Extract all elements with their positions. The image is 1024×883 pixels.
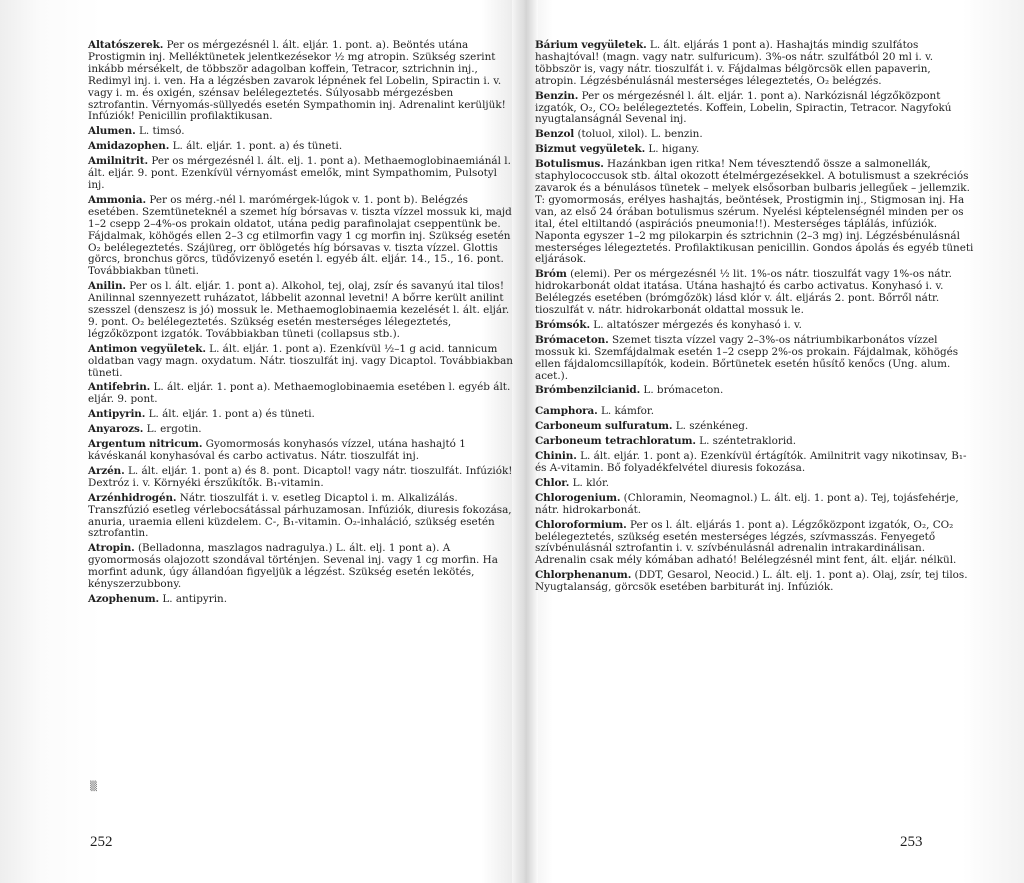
entry-headword: Amidazophen.	[88, 140, 170, 153]
entry-text: L. ált. eljár. 1. pont a). Ezenkívül ½–1 g acid. tannicum oldatban vagy magn. oxydatum. Nátr. tioszulfát inj. vagy Dicaptol. Továbbiakban tüneti.	[88, 342, 513, 379]
dictionary-entry	[88, 409, 514, 421]
dictionary-entry	[535, 493, 975, 517]
entry-headword: Botulismus.	[535, 158, 604, 171]
dictionary-entry	[88, 594, 514, 606]
entry-headword: Chinin.	[535, 450, 577, 463]
entry-headword: Altatószerek.	[88, 39, 164, 51]
dictionary-entry	[88, 126, 514, 138]
entry-text: L. kámfor.	[600, 405, 655, 418]
entry-text: L. klór.	[572, 476, 610, 489]
entry-headword: Antifebrin.	[88, 381, 151, 394]
dictionary-entry	[535, 91, 975, 127]
entry-text: L. ált. eljár. 1. pont a) és 8. pont. Dicaptol! vagy nátr. tioszulfát. Infúziók! Dextróz i. v. Környéki érszűkítők. B₁-vitamin.	[88, 464, 513, 489]
entry-text: L. ált. eljárás 1 pont a). Hashajtás mindig szulfátos hashajtóval! (magn. vagy natr. sulfuricum). 3%-os nátr. szulfátból 20 ml i. v. többször is, vagy nátr. tioszulfát i. v. Fájdalmas bélgörcsök ellen papaverin, atropin. Légzésbénulásnál mesterséges lélegeztetés, O₂ belégzés.	[535, 39, 934, 87]
entry-text: L. antipyrin.	[162, 592, 228, 605]
entry-text: Per os mérg.-nél l. marómérgek-lúgok v. 1. pont b). Belégzés esetében. Szemtüneteknél a szemet híg bórsavas v. tiszta vízzel mossuk ki, majd 1–2 csepp 2–4%-os prokain oldatot, utána pedig parafinolajat cseppentünk be. Fájdalmak, köhögés ellen 2–3 cg etilmorfin vagy 1 cg morfin inj. Szükség esetén O₂ belélegeztetés. Szájüreg, orr öblögetés híg bórsavas v. tiszta vízzel. Glottis görcs, bronchus görcs, tüdővizenyő esetén l. egyéb ált. eljár. 14., 15., 16. pont. Továbbiakban tüneti.	[88, 193, 512, 278]
entry-headword: Alumen.	[88, 125, 136, 138]
entry-headword: Azophenum.	[88, 592, 160, 605]
entry-headword: Bizmut vegyületek.	[535, 143, 646, 156]
entry-headword: Antimon vegyületek.	[88, 342, 206, 355]
entry-headword: Benzol	[535, 128, 575, 141]
entry-text: L. ált. eljár. 1. pont a). Ezenkívül értágítók. Amilnitrit vagy nikotinsav, B₁- és A-vitamin. Bő folyadékfelvétel diuresis fokozása.	[535, 450, 967, 474]
entry-text: L. brómaceton.	[643, 384, 724, 397]
dictionary-entry	[535, 40, 975, 88]
dictionary-entry	[88, 344, 514, 380]
entry-text: L. ergotin.	[146, 423, 202, 436]
right-page	[535, 40, 975, 597]
dictionary-entry	[88, 281, 514, 341]
entry-text: (elemi). Per os mérgezésnél ½ lit. 1%-os nátr. tioszulfát vagy 1%-os nátr. hidrokarbonát oldat itatása. Utána hashajtó és carbo activatus. Konyhasó i. v. Belélegzés esetében (brómgőzök) lásd klór v. ált. eljárás 2. pont. Bőrről nátr. tioszulfát v. nátr. hidrokarbonát oldattal mossuk le.	[535, 268, 952, 317]
entry-headword: Anilin.	[88, 280, 126, 293]
dictionary-entry	[88, 141, 514, 153]
entry-headword: Ammonia.	[88, 193, 147, 206]
entry-headword: Bárium vegyületek.	[535, 39, 647, 51]
entry-text: (Belladonna, maszlagos nadragulya.) L. ált. elj. 1 pont a). A gyomormosás olajozott szondával történjen. Sevenal inj. vagy 1 cg morfin. Ha morfint adunk, úgy állandóan figyeljük a légzést. Szükség esetén lekötés, kényszerzubbony.	[88, 542, 498, 591]
entry-text: L. ált. eljár. 1. pont a) és tüneti.	[148, 408, 315, 421]
dictionary-entry	[88, 424, 514, 436]
dictionary-entry	[535, 269, 975, 317]
dictionary-entry	[535, 385, 975, 397]
entry-text: Per os l. ált. eljárás 1. pont a). Légzőközpont izgatók, O₂, CO₂ belélegeztetés, szükség esetén mesterséges légzés, szívmasszás. Fenyegető szívbénulásnál sztrofantin i. v. szívbénulásnál adrenalin intrakardinálisan. Adrenalin csak mély kómában adható! Belélegzésnél mint fent, ált. eljár. nélkül.	[535, 518, 957, 567]
dictionary-entry	[535, 406, 975, 418]
entry-text: Per os mérgezésnél l. ált. eljár. 1. pont. a). Beöntés utána Prostigmin inj. Melléktünetek jelentkezésekor ½ mg atropin. Szükség szerint inkább mérsékelt, de többször adagolban koffein, Tetracor, sztrichnin inj., Redimyl inj. i. ven. Ha a légzésben zavarok lépnének fel Lobelin, Spiractin i. v. vagy i. m. és oxigén, szénsav belélegeztetés. Súlyosabb mérgezésben sztrofantin. Vérnyomás-süllyedés esetén Sympathomin inj. Adrenalint kerüljük! Infúziók! Penicillin profilaktikusan.	[88, 39, 506, 123]
dictionary-entry	[535, 144, 975, 156]
dictionary-entry	[535, 436, 975, 448]
entry-text: L. altatószer mérgezés és konyhasó i. v.	[593, 318, 802, 331]
page-number-left: 252	[90, 834, 113, 850]
entry-text: Nátr. tioszulfát i. v. esetleg Dicaptol i. m. Alkalizálás. Transzfúzió esetleg vérlebocsátással párhuzamosan. Infúziók, diuresis fokozása, anuria, uraemia elleni küzdelem. C-, B₁-vitamin. O₂-inhaláció, szükség esetén sztrofantin.	[88, 491, 512, 540]
entry-headword: Camphora.	[535, 405, 598, 418]
left-page	[88, 40, 514, 609]
entry-text: (DDT, Gesarol, Neocid.) L. ált. elj. 1. pont a). Olaj, zsír, tej tilos. Nyugtalanság, görcsök esetében barbiturát inj. Infúziók.	[535, 569, 968, 594]
entry-text: L. ált. eljár. 1. pont a). Methaemoglobinaemia esetében l. egyéb ált. eljár. 9. pont.	[88, 381, 511, 406]
entry-headword: Anyarozs.	[88, 423, 144, 436]
entry-headword: Arzénhidrogén.	[88, 491, 177, 504]
dictionary-entry	[88, 439, 514, 463]
dictionary-entry	[535, 320, 975, 332]
entry-headword: Argentum nitricum.	[88, 438, 203, 451]
dictionary-entry	[535, 570, 975, 594]
entry-text: (Chloramin, Neomagnol.) L. ált. elj. 1. pont a). Tej, tojásfehérje, nátr. hidrokarbonát.	[535, 491, 959, 516]
printed-mark-icon: ▒	[90, 782, 97, 792]
dictionary-entry	[88, 195, 514, 278]
entry-headword: Carboneum sulfuratum.	[535, 420, 673, 433]
entry-text: L. széntetraklorid.	[699, 435, 797, 448]
entry-headword: Chlorphenanum.	[535, 569, 632, 582]
entry-headword: Atropin.	[88, 542, 135, 555]
dictionary-entry	[88, 466, 514, 490]
entry-text: Per os mérgezésnél l. ált. elj. 1. pont a). Methaemoglobinaemiánál l. ált. eljár. 9. pont. Ezenkívül vérnyomást emelők, mint Sympathomim, Pulsotyl inj.	[88, 155, 511, 191]
entry-headword: Brómaceton.	[535, 333, 609, 346]
entry-text: (toluol, xilol). L. benzin.	[577, 128, 703, 141]
entry-text: Per os l. ált. eljár. 1. pont a). Alkohol, tej, olaj, zsír és savanyú ital tilos! Anilinnal szennyezett ruházatot, lábbelit azonnal levetni! A bőrre került anilint szesszel (denszesz is jó) mossuk le. Methaemoglobinaemia kezelését l. ált. eljár. 9. pont. O₂ belélegeztetés. Szükség esetén mesterséges lélegeztetés, légzőközpont izgatók. Továbbiakban tüneti (collapsus stb.).	[88, 280, 510, 340]
entry-headword: Chloroformium.	[535, 518, 627, 531]
dictionary-entry	[535, 421, 975, 433]
dictionary-entry	[88, 40, 514, 123]
entry-headword: Bróm	[535, 268, 567, 281]
entry-text: Per os mérgezésnél l. ált. eljár. 1. pont a). Narkózisnál légzőközpont izgatók, O₂, CO₂ belélegeztetés. Koffein, Lobelin, Spiractin, Tetracor. Nagyfokú nyugtalanságnál Sevenal inj.	[535, 89, 952, 126]
entry-headword: Brómsók.	[535, 318, 590, 331]
entry-headword: Amilnitrit.	[88, 155, 148, 168]
entry-text: L. ált. eljár. 1. pont. a) és tüneti.	[172, 140, 343, 153]
dictionary-entry	[88, 156, 514, 192]
entry-headword: Chlorogenium.	[535, 491, 621, 504]
dictionary-entry	[535, 335, 975, 383]
page-number-right: 253	[900, 834, 923, 850]
dictionary-entry	[535, 478, 975, 490]
entry-headword: Benzin.	[535, 89, 579, 102]
entry-text: L. szénkéneg.	[675, 420, 749, 433]
dictionary-entry	[535, 451, 975, 475]
entry-text: Hazánkban igen ritka! Nem tévesztendő össze a salmonellák, staphylococcusok stb. által okozott ételmérgezésekkel. A botulismust a szekréciós zavarok és a bénulásos tünetek – melyek elsősorban bulbaris jellegűek – jellemzik. T: gyomormosás, erélyes hashajtás, beöntések, Prostigmin inj., Stigmosan inj. Ha van, az első 24 órában botulismus szérum. Nyelési képtelenségnél minden per os ital, étel eltiltandó (aspirációs pneumonia!!). Mesterséges táplálás, infúziók. Naponta egyszer 1–2 mg pilokarpin és sztrichnin (2–3 mg) inj. Légzésbénulásnál mesterséges lélegeztetés. Profilaktikusan penicillin. Gondos ápolás és egyéb tüneti eljárások.	[535, 158, 974, 266]
dictionary-entry	[535, 129, 975, 141]
entry-headword: Antipyrin.	[88, 408, 146, 421]
dictionary-entry	[535, 520, 975, 568]
entry-headword: Arzén.	[88, 464, 125, 477]
dictionary-entry	[88, 543, 514, 591]
entry-text: L. higany.	[648, 143, 700, 156]
entry-text: Szemet tiszta vízzel vagy 2–3%-os nátriumbikarbonátos vízzel mossuk ki. Szemfájdalmak esetén 1–2 csepp 2%-os prokain. Fájdalmak, köhögés ellen fájdalomcsillapítók, kodein. Bőrtünetek esetén hűsítő kenőcs (Ung. alum. acet.).	[535, 333, 959, 382]
entry-headword: Carboneum tetrachloratum.	[535, 435, 696, 448]
entry-text: L. timsó.	[138, 125, 185, 138]
entry-headword: Brómbenzilcianid.	[535, 384, 641, 397]
dictionary-entry	[88, 493, 514, 541]
dictionary-entry	[535, 159, 975, 266]
dictionary-entry	[88, 382, 514, 406]
entry-headword: Chlor.	[535, 476, 570, 489]
entry-text: Gyomormosás konyhasós vízzel, utána hashajtó 1 kávéskanál konyhasóval és carbo activatus. Nátr. tioszulfát inj.	[88, 438, 466, 462]
